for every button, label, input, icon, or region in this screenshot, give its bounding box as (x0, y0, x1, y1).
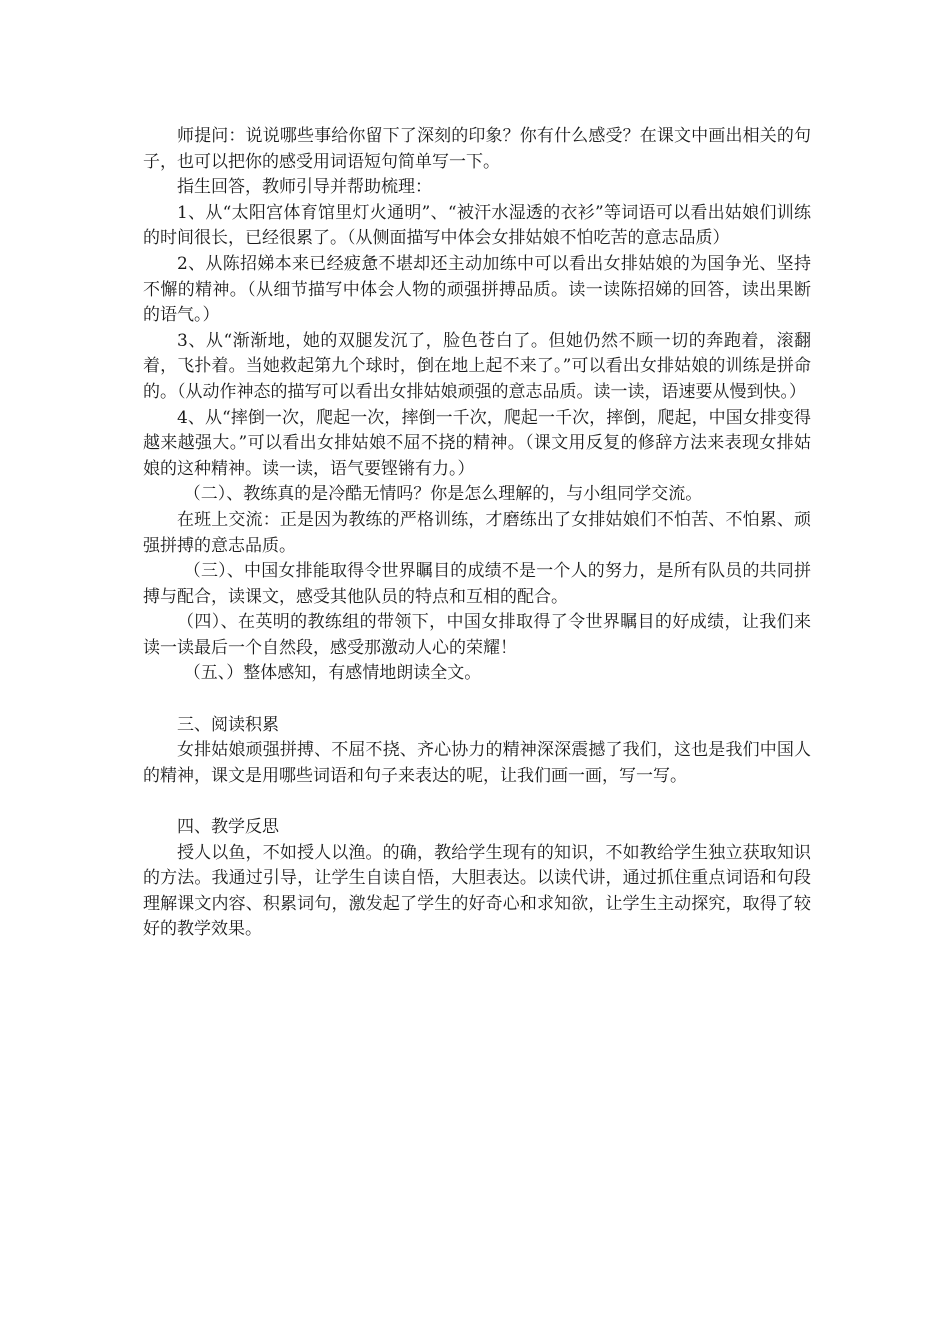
document-body (143, 124, 811, 943)
section-4-body: 授人以鱼，不如授人以渔。的确，教给学生现有的知识，不如教给学生独立获取知识的方法。我通过引导，让学生自读自悟，大胆表达。以读代讲，通过抓住重点词语和句段理解课文内容、积累词句，激发起了学生的好奇心和求知欲，让学生主动探究，取得了较好的教学效果。 (143, 842, 811, 940)
section-spacer (143, 687, 811, 713)
paragraph-point-3: 3、从“渐渐地，她的双腿发沉了，脸色苍白了。但她仍然不顾一切的奔跑着，滚翻着，飞扑着。当她救起第九个球时，倒在地上起不来了。”可以看出女排姑娘的训练是拼命的。（从动作神态的描写可以看出女排姑娘顽强的意志品质。读一读，语速要从慢到快。） (143, 330, 811, 402)
paragraph-part-2: （二）、教练真的是冷酷无情吗？你是怎么理解的，与小组同学交流。 (183, 484, 703, 505)
section-3-body: 女排姑娘顽强拼搏、不屈不挠、齐心协力的精神深深震撼了我们，这也是我们中国人的精神，课文是用哪些词语和句子来表达的呢，让我们画一画，写一写。 (143, 740, 811, 786)
paragraph-part-5: （五、）整体感知，有感情地朗读全文。 (183, 663, 482, 684)
section-spacer (143, 789, 811, 815)
paragraph-teacher-question: 师提问：说说哪些事给你留下了深刻的印象？你有什么感受？在课文中画出相关的句子，也可以把你的感受用词语短句简单写一下。 (143, 126, 811, 172)
paragraph-part-4: （四）、在英明的教练组的带领下，中国女排取得了令世界瞩目的好成绩，让我们来读一读最后一个自然段，感受那激动人心的荣耀！ (143, 612, 811, 658)
paragraph-class-discussion: 在班上交流：正是因为教练的严格训练，才磨练出了女排姑娘们不怕苦、不怕累、顽强拼搏的意志品质。 (143, 509, 811, 556)
paragraph-point-4: 4、从“摔倒一次，爬起一次，摔倒一千次，爬起一千次，摔倒，爬起，中国女排变得越来越强大。”可以看出女排姑娘不屈不挠的精神。（课文用反复的修辞方法来表现女排姑娘的这种精神。读一读，语气要铿锵有力。） (143, 407, 811, 479)
section-4-heading: 四、教学反思 (177, 817, 279, 838)
paragraph-point-1: 1、从“太阳宫体育馆里灯火通明”、“被汗水湿透的衣衫”等词语可以看出姑娘们训练的时间很长，已经很累了。（从侧面描写中体会女排姑娘不怕吃苦的意志品质） (143, 202, 811, 249)
paragraph-point-2: 2、从陈招娣本来已经疲惫不堪却还主动加练中可以看出女排姑娘的为国争光、坚持不懈的精神。（从细节描写中体会人物的顽强拼搏品质。读一读陈招娣的回答，读出果断的语气。） (143, 253, 811, 326)
paragraph-student-answer-intro: 指生回答，教师引导并帮助梳理： (177, 177, 432, 198)
section-3-heading: 三、阅读积累 (177, 714, 279, 735)
paragraph-part-3: （三）、中国女排能取得令世界瞩目的成绩不是一个人的努力，是所有队员的共同拼搏与配合，读课文，感受其他队员的特点和互相的配合。 (143, 561, 811, 607)
